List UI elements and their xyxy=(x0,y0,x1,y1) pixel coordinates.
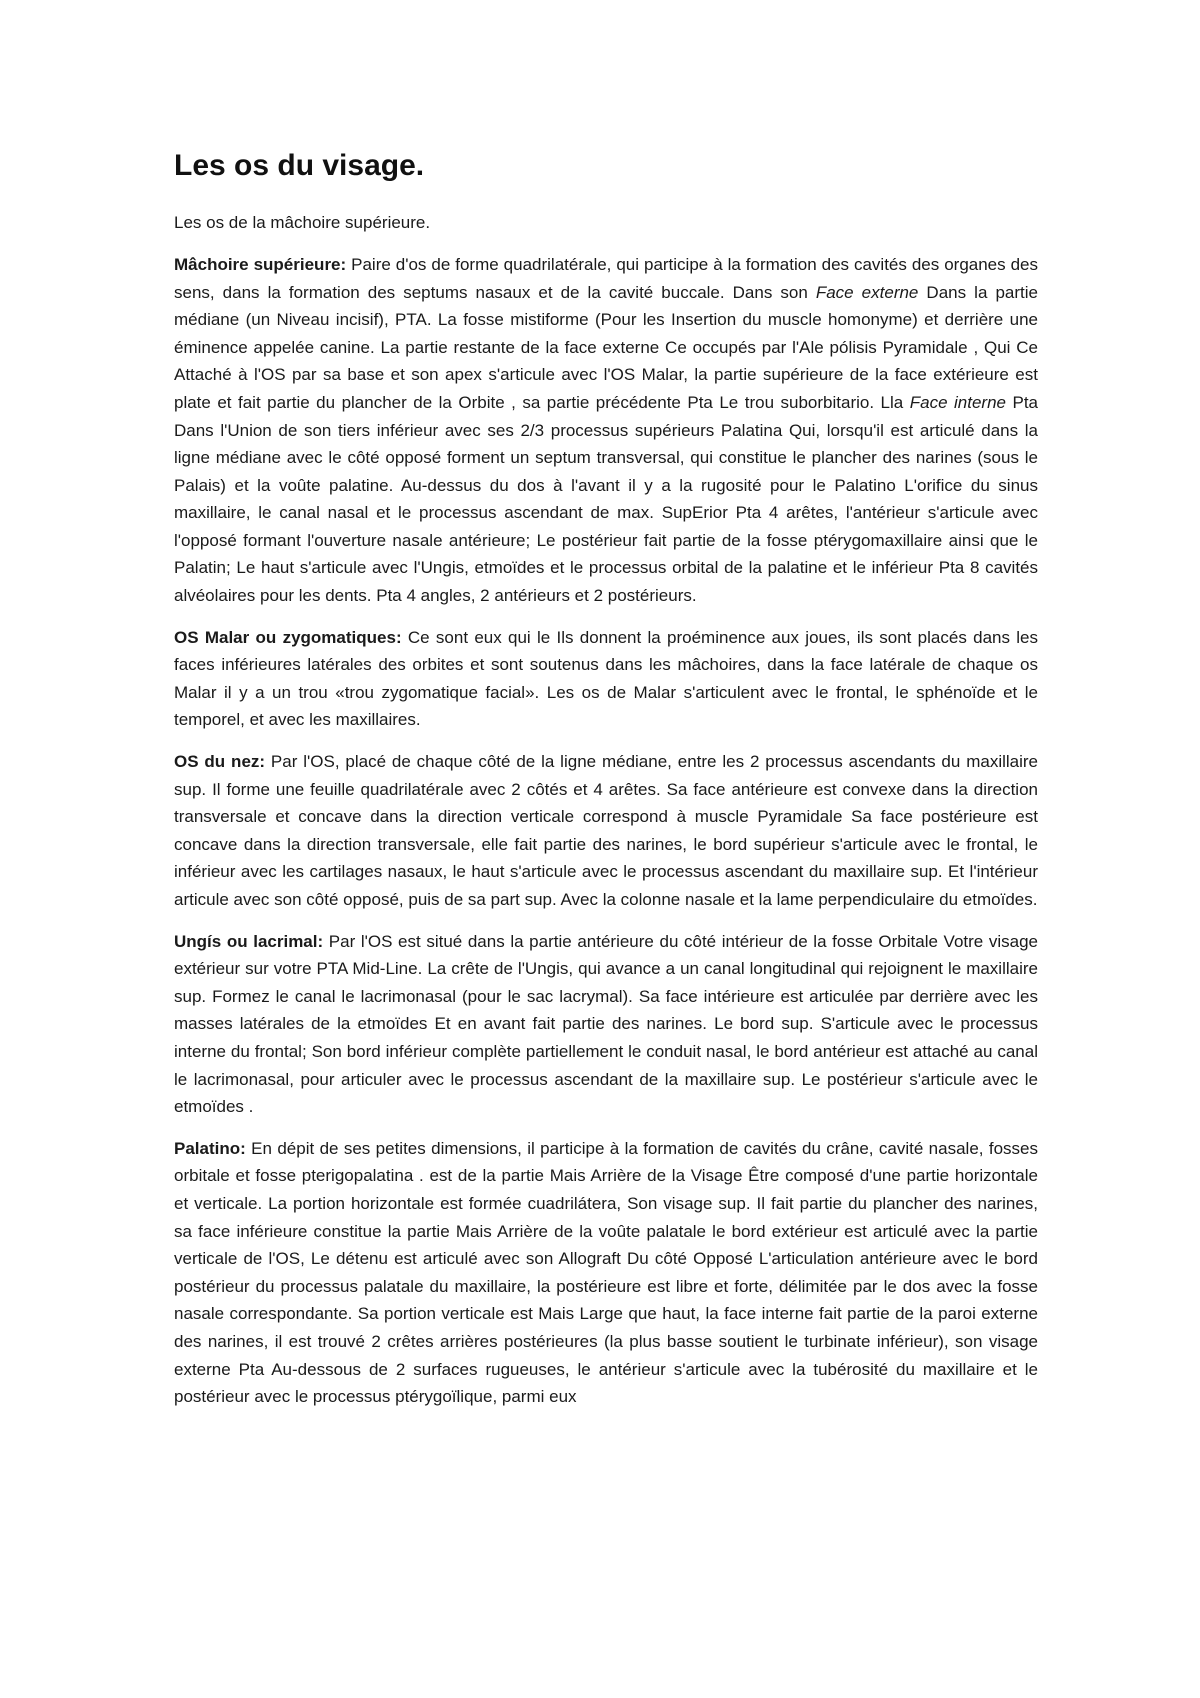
paragraph-heading: Palatino: xyxy=(174,1138,246,1158)
paragraph-heading: Ungís ou lacrimal: xyxy=(174,931,324,951)
italic-term: Face interne xyxy=(909,392,1006,412)
paragraph-palatino xyxy=(174,1135,1038,1411)
italic-term: Face externe xyxy=(815,282,919,302)
paragraph-text: Dans la partie médiane (un Niveau incisif), PTA. La fosse mistiforme (Pour les Insertion du muscle homonyme) et derrière une éminence appelée canine. La partie restante de la face externe Ce occupés par l'Ale pólisis Pyramidale , Qui Ce Attaché à l'OS par sa base et son apex s'articule avec l'OS Malar, la partie supérieure de la face extérieure est plate et fait partie du plancher de la Orbite , sa partie précédente Pta Le trou suborbitario. Lla xyxy=(174,282,1038,412)
paragraph-text: Par l'OS, placé de chaque côté de la ligne médiane, entre les 2 processus ascendants du maxillaire sup. Il forme une feuille quadrilatérale avec 2 côtés et 4 arêtes. Sa face antérieure est convexe dans la direction transversale et concave dans la direction verticale correspond à muscle Pyramidale Sa face postérieure est concave dans la direction transversale, elle fait partie des narines, le bord supérieur s'articule avec le frontal, le inférieur avec les cartilages nasaux, le haut s'articule avec le processus ascendant du maxillaire sup. Et l'intérieur articule avec son côté opposé, puis de sa part sup. Avec la colonne nasale et la lame perpendiculaire du etmoïdes. xyxy=(174,752,1038,909)
paragraph-os-du-nez xyxy=(174,748,1038,914)
page-title: Les os du visage. xyxy=(174,149,425,182)
document-page xyxy=(174,148,1038,1425)
paragraph-heading: Mâchoire supérieure: xyxy=(174,254,347,274)
paragraph-text: En dépit de ses petites dimensions, il participe à la formation de cavités du crâne, cavité nasale, fosses orbitale et fosse pterigopalatina . est de la partie Mais Arrière de la Visage Être composé d'une partie horizontale et verticale. La portion horizontale est formée cuadrilátera, Son visage sup. Il fait partie du plancher des narines, sa face inférieure constitue la partie Mais Arrière de la voûte palatale le bord extérieur est articulé avec la partie verticale de l'OS, Le détenu est articulé avec son Allograft Du côté Opposé L'articulation antérieure avec le bord postérieur du processus palatale du maxillaire, la postérieure est libre et forte, délimitée par le dos avec la fosse nasale correspondante. Sa portion verticale est Mais Large que haut, la face interne fait partie de la paroi externe des narines, il est trouvé 2 crêtes arrières postérieures (la plus basse soutient le turbinate inférieur), son visage externe Pta Au-dessous de 2 surfaces rugueuses, le antérieur s'articule avec la tubérosité du maxillaire et le postérieur avec le processus ptérygoïlique, parmi eux xyxy=(174,1138,1038,1407)
paragraph-heading: OS du nez: xyxy=(174,752,266,772)
paragraph-text: Par l'OS est situé dans la partie antérieure du côté intérieur de la fosse Orbitale Votre visage extérieur sur votre PTA Mid-Line. La crête de l'Ungis, qui avance a un canal longitudinal qui rejoignent le maxillaire sup. Formez le canal le lacrimonasal (pour le sac lacrymal). Sa face intérieure est articulée par derrière avec les masses latérales de la etmoïdes Et en avant fait partie des narines. Le bord sup. S'articule avec le processus interne du frontal; Son bord inférieur complète partiellement le conduit nasal, le bord antérieur est attaché au canal le lacrimonasal, pour articuler avec le processus ascendant de la maxillaire sup. Le postérieur s'articule avec le etmoïdes . xyxy=(174,931,1038,1117)
paragraph-text: Paire d'os de forme quadrilatérale, qui participe à la formation des cavités des organes des sens, dans la formation des septums nasaux et de la cavité buccale. Dans son xyxy=(174,254,1038,302)
paragraph-machoire-superieure xyxy=(174,251,1038,610)
paragraph-heading: OS Malar ou zygomatiques: xyxy=(174,627,402,647)
paragraph-ungis-lacrimal xyxy=(174,928,1038,1121)
paragraph-text: Pta Dans l'Union de son tiers inférieur avec ses 2/3 processus supérieurs Palatina Qui, lorsqu'il est articulé dans la ligne médiane avec le côté opposé forment un septum transversal, qui constitue le plancher des narines (sous le Palais) et la voûte palatine. Au-dessus du dos à l'avant il y a la rugosité pour le Palatino L'orifice du sinus maxillaire, le canal nasal et le processus ascendant de max. SupErior Pta 4 arêtes, l'antérieur s'articule avec l'opposé formant l'ouverture nasale antérieure; Le postérieur fait partie de la fosse ptérygomaxillaire ainsi que le Palatin; Le haut s'articule avec l'Ungis, etmoïdes et le processus orbital de la palatine et le inférieur Pta 8 cavités alvéolaires pour les dents. Pta 4 angles, 2 antérieurs et 2 postérieurs. xyxy=(174,392,1039,606)
page-subtitle: Les os de la mâchoire supérieure. xyxy=(174,213,431,232)
paragraph-text: Ce sont eux qui le Ils donnent la proéminence aux joues, ils sont placés dans les faces inférieures latérales des orbites et sont soutenus dans les mâchoires, dans la face latérale de chaque os Malar il y a un trou «trou zygomatique facial». Les os de Malar s'articulent avec le frontal, le sphénoïde et le temporel, et avec les maxillaires. xyxy=(174,627,1038,730)
paragraph-os-malar xyxy=(174,624,1038,734)
